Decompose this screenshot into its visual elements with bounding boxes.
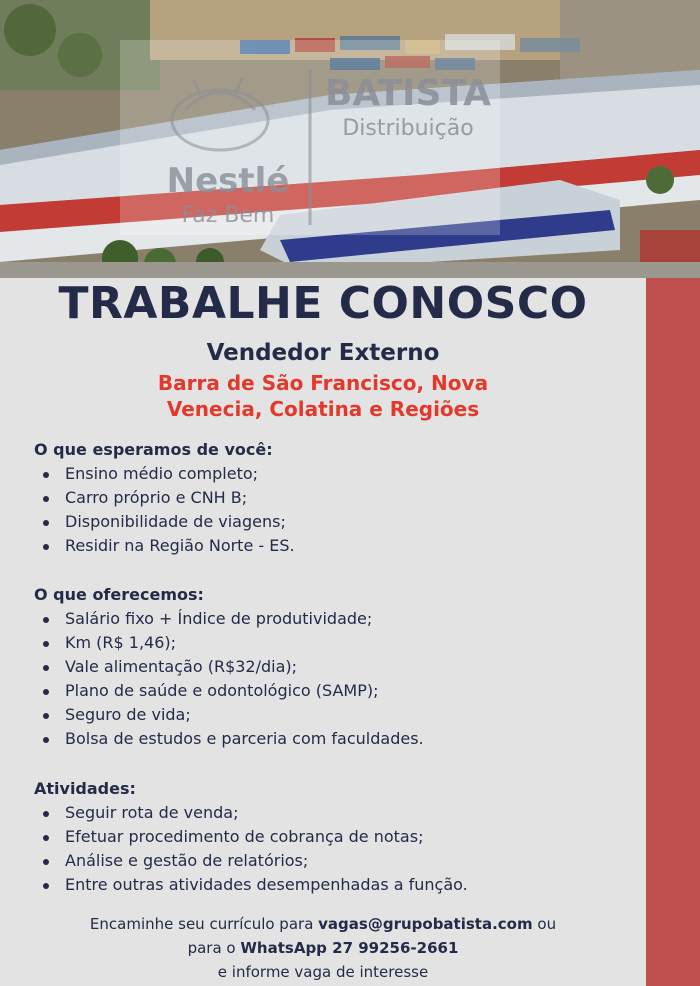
- list-item: Bolsa de estudos e parceria com faculdades.: [34, 727, 634, 751]
- list-item: Km (R$ 1,46);: [34, 631, 634, 655]
- job-position: Vendedor Externo: [206, 340, 440, 366]
- list-item: Vale alimentação (R$32/dia);: [34, 655, 634, 679]
- list-item: Análise e gestão de relatórios;: [34, 849, 634, 873]
- list-item: Entre outras atividades desempenhadas a função.: [34, 873, 634, 897]
- activities-section: [34, 777, 634, 897]
- header-photo: [0, 0, 700, 278]
- company-logo-text: BATISTA: [324, 73, 492, 114]
- list-item: Residir na Região Norte - ES.: [34, 534, 634, 558]
- decorative-red-bar: [646, 278, 700, 986]
- contact-line-email: [0, 912, 646, 936]
- contact-line-whatsapp: [0, 936, 646, 960]
- contact-footer: [0, 912, 646, 984]
- list-item: Carro próprio e CNH B;: [34, 486, 634, 510]
- list-item: Disponibilidade de viagens;: [34, 510, 634, 534]
- list-item: Efetuar procedimento de cobrança de notas;: [34, 825, 634, 849]
- contact-line-note: e informe vaga de interesse: [217, 963, 429, 981]
- list-item: Salário fixo + Índice de produtividade;: [34, 607, 634, 631]
- nestle-logo-text: Nestlé: [166, 161, 290, 201]
- page-title: TRABALHE CONOSCO: [58, 278, 588, 329]
- section-title: O que oferecemos:: [34, 585, 204, 604]
- company-logo-subtext: Distribuição: [342, 116, 474, 141]
- list-item: Seguro de vida;: [34, 703, 634, 727]
- job-location: Barra de São Francisco, Nova Venecia, Colatina e Regiões: [157, 371, 489, 421]
- requirements-section: [34, 438, 634, 558]
- contact-text: para o: [187, 939, 241, 957]
- contact-text: ou: [532, 915, 557, 933]
- job-posting-content: [0, 278, 646, 986]
- contact-text: Encaminhe seu currículo para: [89, 915, 319, 933]
- list-item: Ensino médio completo;: [34, 462, 634, 486]
- whatsapp-link[interactable]: WhatsApp 27 99256-2661: [240, 939, 459, 957]
- section-title: Atividades:: [34, 779, 136, 798]
- section-title: O que esperamos de você:: [34, 440, 273, 459]
- list-item: Plano de saúde e odontológico (SAMP);: [34, 679, 634, 703]
- email-link[interactable]: vagas@grupobatista.com: [318, 915, 533, 933]
- list-item: Seguir rota de venda;: [34, 801, 634, 825]
- benefits-section: [34, 583, 634, 751]
- nestle-slogan-text: Faz Bem: [181, 203, 275, 228]
